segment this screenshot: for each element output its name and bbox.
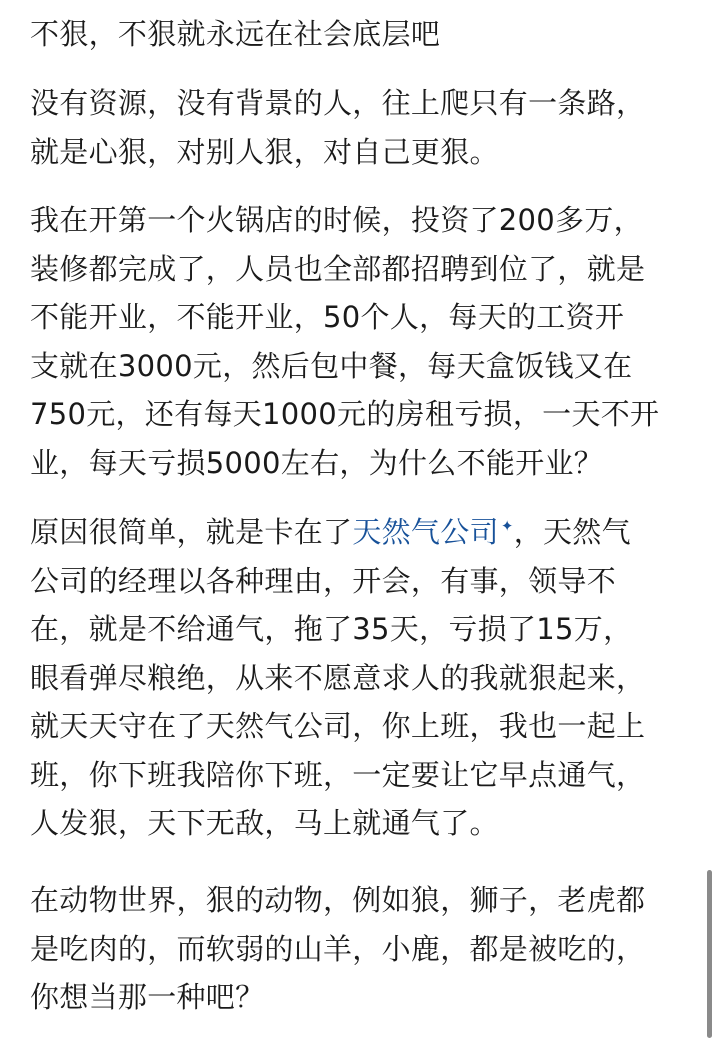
- text-line: 就天天守在了天然气公司，你上班，我也一起上: [30, 709, 646, 743]
- text-line: 人发狠，天下无敌，马上就通气了。: [30, 806, 499, 840]
- paragraph-3: [30, 196, 659, 487]
- paragraph-4: [30, 508, 645, 848]
- link-search-icon: ✦: [500, 517, 514, 536]
- scrollbar-thumb[interactable]: [707, 870, 712, 1038]
- text-segment: ，天然气: [513, 515, 631, 549]
- text-line: 不能开业，不能开业，50个人，每天的工资开: [30, 300, 625, 334]
- text-line: 你想当那一种吧？: [30, 980, 265, 1014]
- text-line: 班，你下班我陪你下班，一定要让它早点通气，: [30, 757, 646, 792]
- text-line: 没有资源，没有背景的人，往上爬只有一条路，: [30, 86, 646, 120]
- text-line: 是吃肉的，而软弱的山羊，小鹿，都是被吃的，: [30, 931, 646, 966]
- text-line: 我在开第一个火锅店的时候，投资了200多万，: [30, 203, 643, 237]
- text-segment: 原因很简单，就是卡在了: [30, 515, 353, 549]
- paragraph-5: [30, 876, 645, 1022]
- text-line: 不狠，不狠就永远在社会底层吧: [30, 17, 441, 51]
- text-line-with-link: [30, 508, 645, 557]
- text-line: 在动物世界，狠的动物，例如狼，狮子，老虎都: [30, 883, 646, 917]
- paragraph-1: [30, 10, 440, 59]
- text-line: 750元，还有每天1000元的房租亏损，一天不开: [30, 397, 660, 431]
- text-line: 就是心狠，对别人狠，对自己更狠。: [30, 134, 499, 169]
- text-line: 支就在3000元，然后包中餐，每天盒饭钱又在: [30, 348, 633, 383]
- text-line: 公司的经理以各种理由，开会，有事，领导不: [30, 563, 617, 598]
- text-line: 装修都完成了，人员也全部都招聘到位了，就是: [30, 251, 646, 286]
- text-line: 在，就是不给通气，拖了35天，亏损了15万，: [30, 612, 633, 646]
- gas-company-link[interactable]: 天然气公司: [352, 515, 499, 549]
- paragraph-2: [30, 79, 645, 176]
- text-line: 业，每天亏损5000左右，为什么不能开业？: [30, 445, 604, 480]
- text-line: 眼看弹尽粮绝，从来不愿意求人的我就狠起来，: [30, 660, 646, 695]
